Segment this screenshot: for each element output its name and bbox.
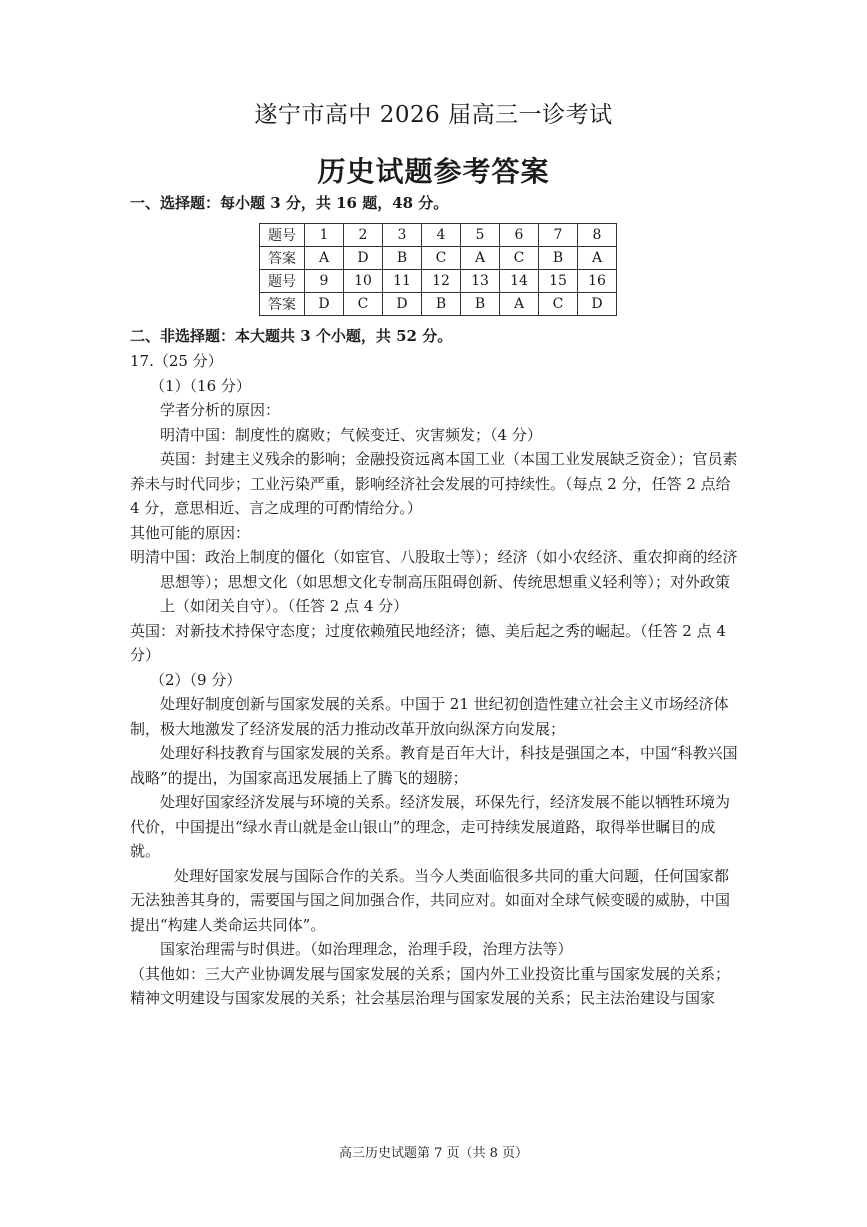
table-label-num: 题号 [260, 224, 305, 247]
answer-body [130, 349, 740, 1011]
paragraph-institution: 处理好制度创新与国家发展的关系。中国于 21 世纪初创造性建立社会主义市场经济体制，极大地激发了经济发展的活力推动改革开放向纵深方向发展； [130, 695, 729, 738]
table-row-answers-2 [260, 293, 617, 316]
table-cell: A [500, 293, 539, 316]
table-cell: 12 [422, 270, 461, 293]
table-cell: 1 [305, 224, 344, 247]
other-china-reasons: 明清中国：政治上制度的僵化（如宦官、八股取士等）；经济（如小农经济、重农抑商的经济思想等）；思想文化（如思想文化专制高压阻碍创新、传统思想重义轻利等）；对外政策上（如闭关自守）。（任答 2 点 4 分） [130, 548, 738, 615]
table-cell: D [578, 293, 617, 316]
table-cell: 15 [539, 270, 578, 293]
table-cell: B [422, 293, 461, 316]
paragraph-international: 处理好国家发展与国际合作的关系。当今人类面临很多共同的重大问题，任何国家都无法独善其身的，需要国与国之间加强合作，共同应对。如面对全球气候变暖的威胁，中国提出“构建人类命运共同体”。 [130, 866, 731, 934]
other-reasons-label: 其他可能的原因： [130, 523, 251, 542]
table-cell: B [383, 247, 422, 270]
answer-table [259, 223, 617, 316]
section2-heading: 二、非选择题：本大题共 3 个小题，共 52 分。 [130, 327, 453, 345]
table-cell: 9 [305, 270, 344, 293]
table-cell: 2 [344, 224, 383, 247]
table-cell: D [305, 293, 344, 316]
britain-reasons: 英国：封建主义残余的影响；金融投资远离本国工业（本国工业发展缺乏资金）；官员素养未与时代同步；工业污染严重，影响经济社会发展的可持续性。（每点 2 分，任答 2 点给 4 分，意思相近、言之成理的可酌情给分。） [130, 450, 738, 517]
q17-part2-heading: （2）（9 分） [150, 670, 242, 689]
table-cell: A [578, 247, 617, 270]
paragraph-governance: 国家治理需与时俱进。（如治理理念，治理手段，治理方法等） [160, 940, 573, 958]
table-label-ans: 答案 [260, 247, 305, 270]
table-cell: 6 [500, 224, 539, 247]
q17-heading: 17.（25 分） [130, 352, 223, 370]
ming-qing-reasons: 明清中国：制度性的腐败；气候变迁、灾害频发；（4 分） [160, 425, 542, 444]
table-cell: B [461, 293, 500, 316]
table-cell: D [383, 293, 422, 316]
table-row-numbers-2 [260, 270, 617, 293]
table-label-num: 题号 [260, 270, 305, 293]
answer-key-title: 历史试题参考答案 [317, 155, 550, 188]
paragraph-science-education: 处理好科技教育与国家发展的关系。教育是百年大计，科技是强国之本，中国“科教兴国战略”的提出，为国家高迅发展插上了腾飞的翅膀； [130, 744, 738, 787]
table-cell: A [461, 247, 500, 270]
paragraph-other: （其他如：三大产业协调发展与国家发展的关系；国内外工业投资比重与国家发展的关系；精神文明建设与国家发展的关系；社会基层治理与国家发展的关系；民主法治建设与国家 [130, 964, 731, 1007]
paragraph-environment: 处理好国家经济发展与环境的关系。经济发展，环保先行，经济发展不能以牺牲环境为代价，中国提出“绿水青山就是金山银山”的理念，走可持续发展道路，取得举世瞩目的成就。 [130, 793, 731, 860]
table-label-ans: 答案 [260, 293, 305, 316]
table-cell: 3 [383, 224, 422, 247]
table-cell: C [344, 293, 383, 316]
table-cell: 14 [500, 270, 539, 293]
table-cell: 11 [383, 270, 422, 293]
scholar-reasons-label: 学者分析的原因： [160, 401, 281, 419]
q17-part1-heading: （1）（16 分） [150, 376, 251, 395]
table-row-answers-1 [260, 247, 617, 270]
table-cell: 10 [344, 270, 383, 293]
table-cell: B [539, 247, 578, 270]
table-cell: 13 [461, 270, 500, 293]
exam-title: 遂宁市高中 2026 届高三一诊考试 [254, 102, 613, 128]
table-cell: 4 [422, 224, 461, 247]
other-britain-reasons: 英国：对新技术持保守态度；过度依赖殖民地经济；德、美后起之秀的崛起。（任答 2 点 4 分） [130, 621, 726, 664]
table-cell: A [305, 247, 344, 270]
table-cell: 5 [461, 224, 500, 247]
table-cell: C [500, 247, 539, 270]
table-cell: D [344, 247, 383, 270]
table-row-numbers-1 [260, 224, 617, 247]
table-cell: 16 [578, 270, 617, 293]
table-cell: C [422, 247, 461, 270]
section1-heading: 一、选择题：每小题 3 分，共 16 题，48 分。 [130, 194, 449, 212]
table-cell: 7 [539, 224, 578, 247]
table-cell: 8 [578, 224, 617, 247]
table-cell: C [539, 293, 578, 316]
page-footer: 高三历史试题第 7 页（共 8 页） [338, 1146, 529, 1161]
